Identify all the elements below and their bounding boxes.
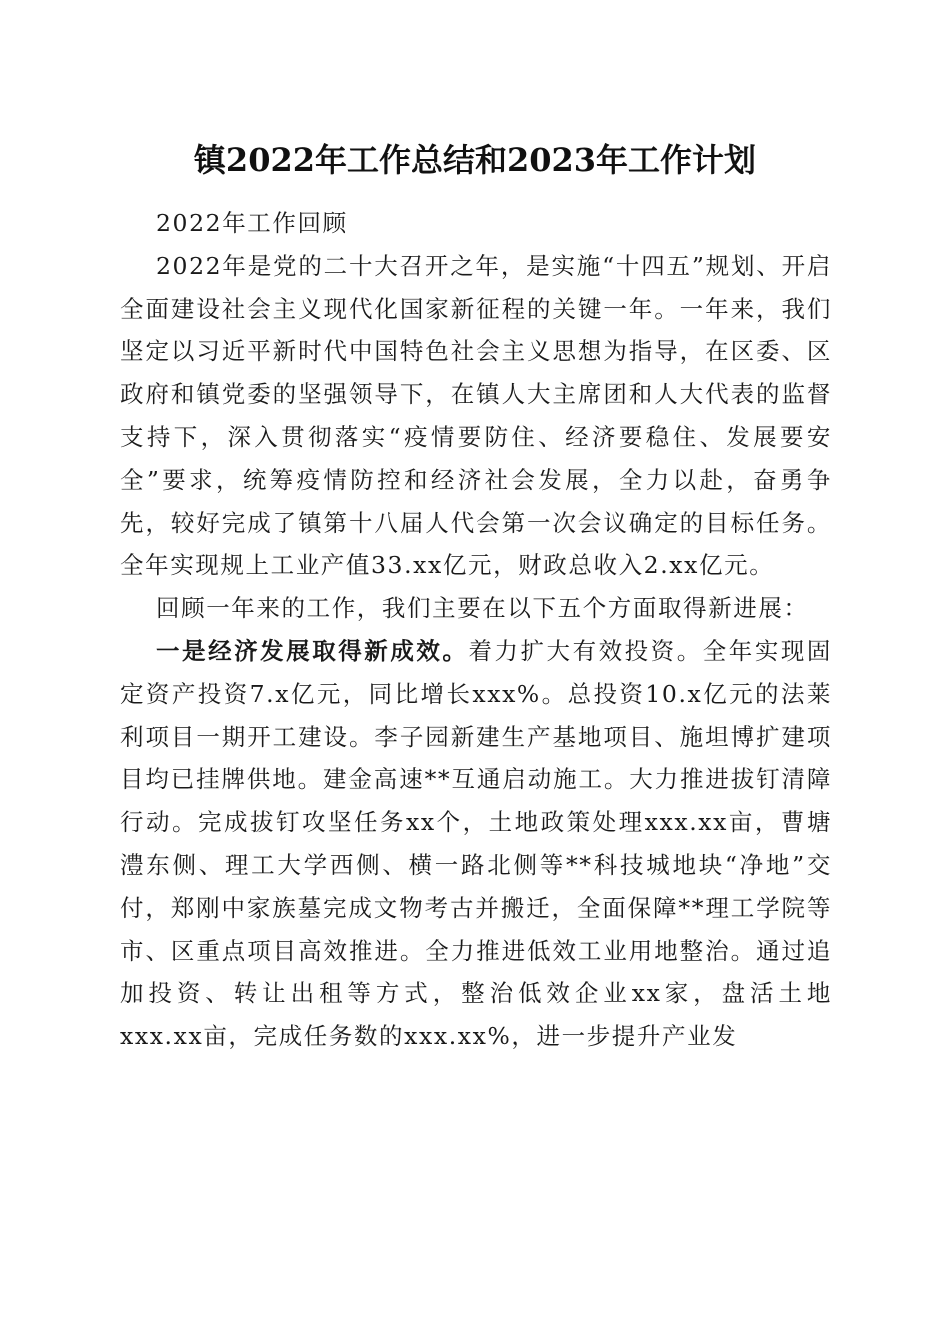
document-body (120, 202, 832, 1058)
paragraph-intro: 2022年是党的二十大召开之年，是实施“十四五”规划、开启全面建设社会主义现代化国家新征程的关键一年。一年来，我们坚定以习近平新时代中国特色社会主义思想为指导，在区委、区政府和镇党委的坚强领导下，在镇人大主席团和人大代表的监督支持下，深入贯彻落实“疫情要防住、经济要稳住、发展要安全”要求，统筹疫情防控和经济社会发展，全力以赴，奋勇争先，较好完成了镇第十八届人代会第一次会议确定的目标任务。全年实现规上工业产值33.xx亿元，财政总收入2.xx亿元。 (120, 251, 832, 580)
paragraph-economy (120, 630, 832, 1058)
paragraph-lead-phrase: 一是经济发展取得新成效。 (156, 636, 469, 665)
document-title: 镇2022年工作总结和2023年工作计划 (193, 141, 757, 179)
section-heading: 2022年工作回顾 (156, 209, 348, 237)
paragraph-economy-text: 着力扩大有效投资。全年实现固定资产投资7.x亿元，同比增长xxx%。总投资10.x亿元的法莱利项目一期开工建设。李子园新建生产基地项目、施坦博扩建项目均已挂牌供地。建金高速**互通启动施工。大力推进拔钉清障行动。完成拔钉攻坚任务xx个，土地政策处理xxx.xx亩，曹塘澧东侧、理工大学西侧、横一路北侧等**科技城地块“净地”交付，郑刚中家族墓完成文物考古并搬迁，全面保障**理工学院等市、区重点项目高效推进。全力推进低效工业用地整治。通过追加投资、转让出租等方式，整治低效企业xx家，盘活土地xxx.xx亩，完成任务数的xxx.xx%，进一步提升产业发 (120, 636, 833, 1051)
paragraph-overview: 回顾一年来的工作，我们主要在以下五个方面取得新进展： (156, 594, 809, 623)
